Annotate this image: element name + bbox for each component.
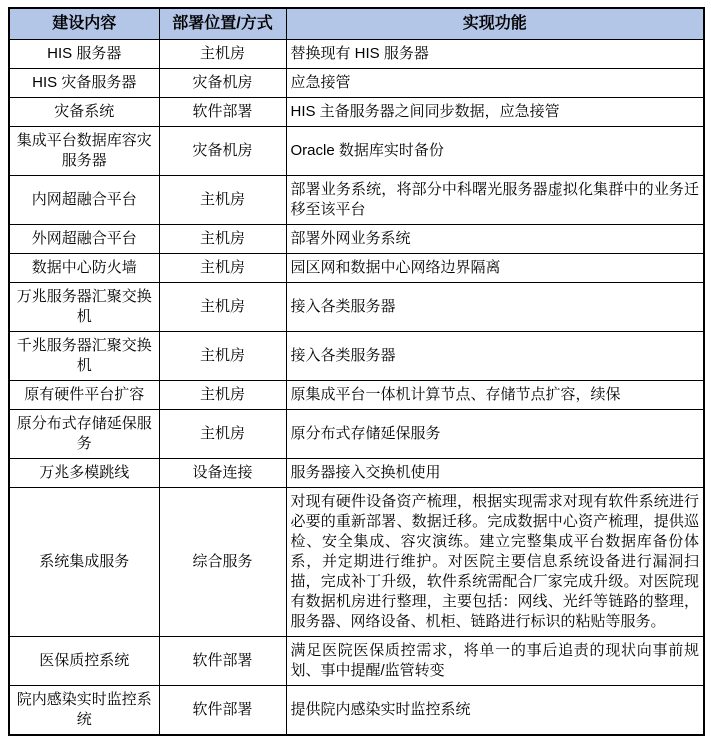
cell-construction-content: HIS 服务器	[9, 40, 159, 69]
table-row	[9, 98, 704, 127]
cell-implemented-function: 接入各类服务器	[286, 283, 704, 332]
table-row	[9, 225, 704, 254]
table-row	[9, 127, 704, 176]
cell-deployment-location: 软件部署	[159, 98, 286, 127]
table-row	[9, 332, 704, 381]
cell-construction-content: 医保质控系统	[9, 637, 159, 686]
table-row	[9, 40, 704, 69]
cell-construction-content: 外网超融合平台	[9, 225, 159, 254]
cell-deployment-location: 主机房	[159, 332, 286, 381]
table-body	[9, 40, 704, 736]
cell-implemented-function: 部署外网业务系统	[286, 225, 704, 254]
cell-deployment-location: 主机房	[159, 254, 286, 283]
cell-deployment-location: 软件部署	[159, 637, 286, 686]
cell-implemented-function: 服务器接入交换机使用	[286, 459, 704, 488]
cell-deployment-location: 主机房	[159, 40, 286, 69]
table-row	[9, 254, 704, 283]
cell-implemented-function: 接入各类服务器	[286, 332, 704, 381]
table-row	[9, 686, 704, 736]
header-implemented-function: 实现功能	[286, 8, 704, 40]
table-row	[9, 283, 704, 332]
cell-implemented-function: 提供院内感染实时监控系统	[286, 686, 704, 736]
table-row	[9, 488, 704, 637]
cell-implemented-function: 对现有硬件设备资产梳理，根据实现需求对现有软件系统进行必要的重新部署、数据迁移。完成数据中心资产梳理，提供巡检、安全集成、容灾演练。建立完整集成平台数据库备份体系，并定期进行维护。对医院主要信息系统设备进行漏洞扫描，完成补丁升级，软件系统需配合厂家完成升级。对医院现有数据机房进行整理，主要包括：网线、光纤等链路的整理，服务器、网络设备、机柜、链路进行标识的粘贴等服务。	[286, 488, 704, 637]
cell-implemented-function: HIS 主备服务器之间同步数据，应急接管	[286, 98, 704, 127]
cell-deployment-location: 主机房	[159, 381, 286, 410]
cell-deployment-location: 主机房	[159, 410, 286, 459]
cell-deployment-location: 主机房	[159, 225, 286, 254]
cell-implemented-function: 满足医院医保质控需求，将单一的事后追责的现状向事前规划、事中提醒/监管转变	[286, 637, 704, 686]
header-construction-content: 建设内容	[9, 8, 159, 40]
cell-implemented-function: 原分布式存储延保服务	[286, 410, 704, 459]
cell-construction-content: 灾备系统	[9, 98, 159, 127]
cell-construction-content: 原有硬件平台扩容	[9, 381, 159, 410]
cell-deployment-location: 主机房	[159, 283, 286, 332]
cell-construction-content: 万兆服务器汇聚交换机	[9, 283, 159, 332]
table-row	[9, 410, 704, 459]
cell-construction-content: 系统集成服务	[9, 488, 159, 637]
cell-deployment-location: 灾备机房	[159, 69, 286, 98]
cell-implemented-function: 部署业务系统，将部分中科曙光服务器虚拟化集群中的业务迁移至该平台	[286, 176, 704, 225]
cell-implemented-function: 原集成平台一体机计算节点、存储节点扩容，续保	[286, 381, 704, 410]
table-row	[9, 637, 704, 686]
cell-construction-content: 原分布式存储延保服务	[9, 410, 159, 459]
cell-implemented-function: Oracle 数据库实时备份	[286, 127, 704, 176]
cell-construction-content: 数据中心防火墙	[9, 254, 159, 283]
table-row	[9, 381, 704, 410]
table-row	[9, 176, 704, 225]
cell-deployment-location: 设备连接	[159, 459, 286, 488]
cell-deployment-location: 软件部署	[159, 686, 286, 736]
cell-construction-content: 千兆服务器汇聚交换机	[9, 332, 159, 381]
construction-spec-table	[8, 7, 705, 736]
cell-construction-content: 集成平台数据库容灾服务器	[9, 127, 159, 176]
cell-construction-content: 万兆多模跳线	[9, 459, 159, 488]
cell-deployment-location: 综合服务	[159, 488, 286, 637]
cell-deployment-location: 灾备机房	[159, 127, 286, 176]
cell-implemented-function: 应急接管	[286, 69, 704, 98]
cell-implemented-function: 替换现有 HIS 服务器	[286, 40, 704, 69]
header-deployment-location: 部署位置/方式	[159, 8, 286, 40]
table-header-row	[9, 8, 704, 40]
cell-construction-content: HIS 灾备服务器	[9, 69, 159, 98]
cell-construction-content: 内网超融合平台	[9, 176, 159, 225]
cell-deployment-location: 主机房	[159, 176, 286, 225]
table-row	[9, 69, 704, 98]
cell-construction-content: 院内感染实时监控系统	[9, 686, 159, 736]
cell-implemented-function: 园区网和数据中心网络边界隔离	[286, 254, 704, 283]
table-row	[9, 459, 704, 488]
